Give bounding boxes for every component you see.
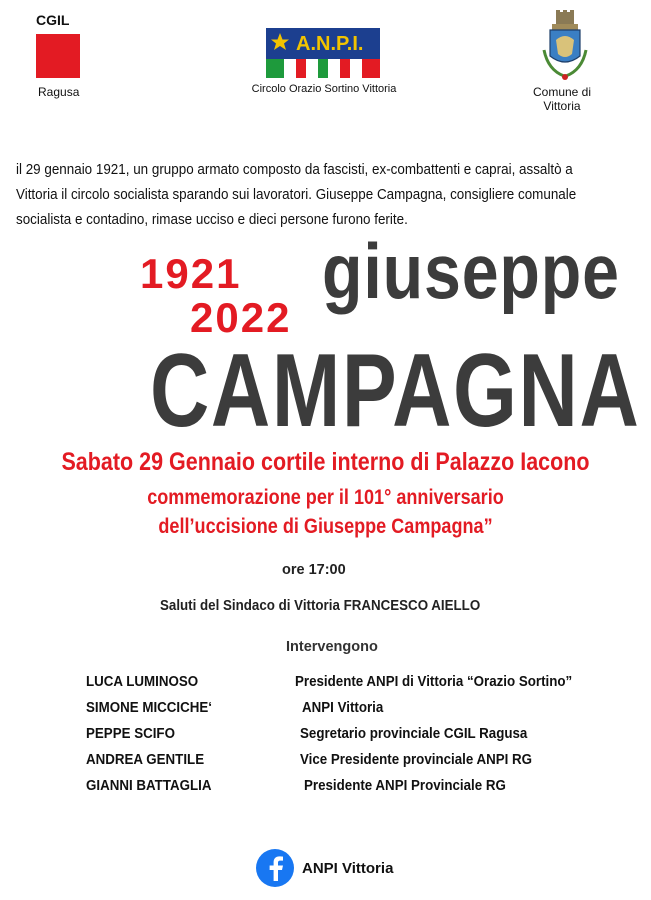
speaker-name: PEPPE SCIFO	[86, 726, 175, 742]
event-time: ore 17:00	[282, 562, 346, 578]
list-item	[86, 674, 606, 700]
speaker-role: Vice Presidente provinciale ANPI RG	[300, 752, 533, 768]
event-description-line1: commemorazione per il 101° anniversario	[147, 486, 504, 509]
facebook-link[interactable]	[256, 848, 393, 888]
list-item	[86, 700, 606, 726]
title-last-name: CAMPAGNA	[150, 333, 641, 449]
cgil-logo	[36, 12, 84, 78]
speaker-role: Presidente ANPI di Vittoria “Orazio Sortino”	[295, 674, 573, 690]
anpi-wordmark: A.N.P.I.	[296, 33, 364, 55]
speaker-name: ANDREA GENTILE	[86, 752, 205, 768]
comune-coat-of-arms	[542, 10, 588, 84]
year-start: 1921	[140, 250, 242, 297]
year-end: 2022	[190, 294, 292, 341]
list-item	[86, 726, 606, 752]
speaker-name: LUCA LUMINOSO	[86, 674, 199, 690]
list-item	[86, 778, 606, 804]
speaker-name: GIANNI BATTAGLIA	[86, 778, 212, 794]
intro-paragraph: il 29 gennaio 1921, un gruppo armato composto da fascisti, ex-combattenti e caprai, assaltò a Vittoria il circolo socialista sparando sui lavoratori. Giuseppe Campagna, consigliere comunale socialista e contadino, rimase ucciso e dieci persone furono ferite.	[16, 162, 577, 228]
cgil-red-square	[36, 34, 80, 78]
event-description-line2: dell’uccisione di Giuseppe Campagna”	[158, 515, 493, 538]
event-date-location: Sabato 29 Gennaio cortile interno di Palazzo Iacono	[61, 448, 590, 476]
anpi-subtitle: Circolo Orazio Sortino Vittoria	[251, 83, 397, 95]
facebook-icon	[256, 849, 294, 887]
title-first-name: giuseppe	[322, 227, 620, 315]
speaker-role: Segretario provinciale CGIL Ragusa	[300, 726, 528, 742]
facebook-page-name: ANPI Vittoria	[302, 859, 394, 877]
cgil-city: Ragusa	[38, 85, 80, 99]
speakers-heading: Intervengono	[286, 639, 378, 655]
anpi-logo	[266, 28, 380, 78]
speaker-role: ANPI Vittoria	[302, 700, 384, 716]
mayor-greeting: Saluti del Sindaco di Vittoria FRANCESCO AIELLO	[160, 598, 481, 614]
list-item	[86, 752, 606, 778]
cgil-wordmark: CGIL	[36, 12, 70, 28]
speaker-name: SIMONE MICCICHE‘	[86, 700, 212, 716]
speakers-list	[86, 674, 606, 804]
speaker-role: Presidente ANPI Provinciale RG	[304, 778, 506, 794]
comune-name: Comune di Vittoria	[532, 85, 592, 113]
